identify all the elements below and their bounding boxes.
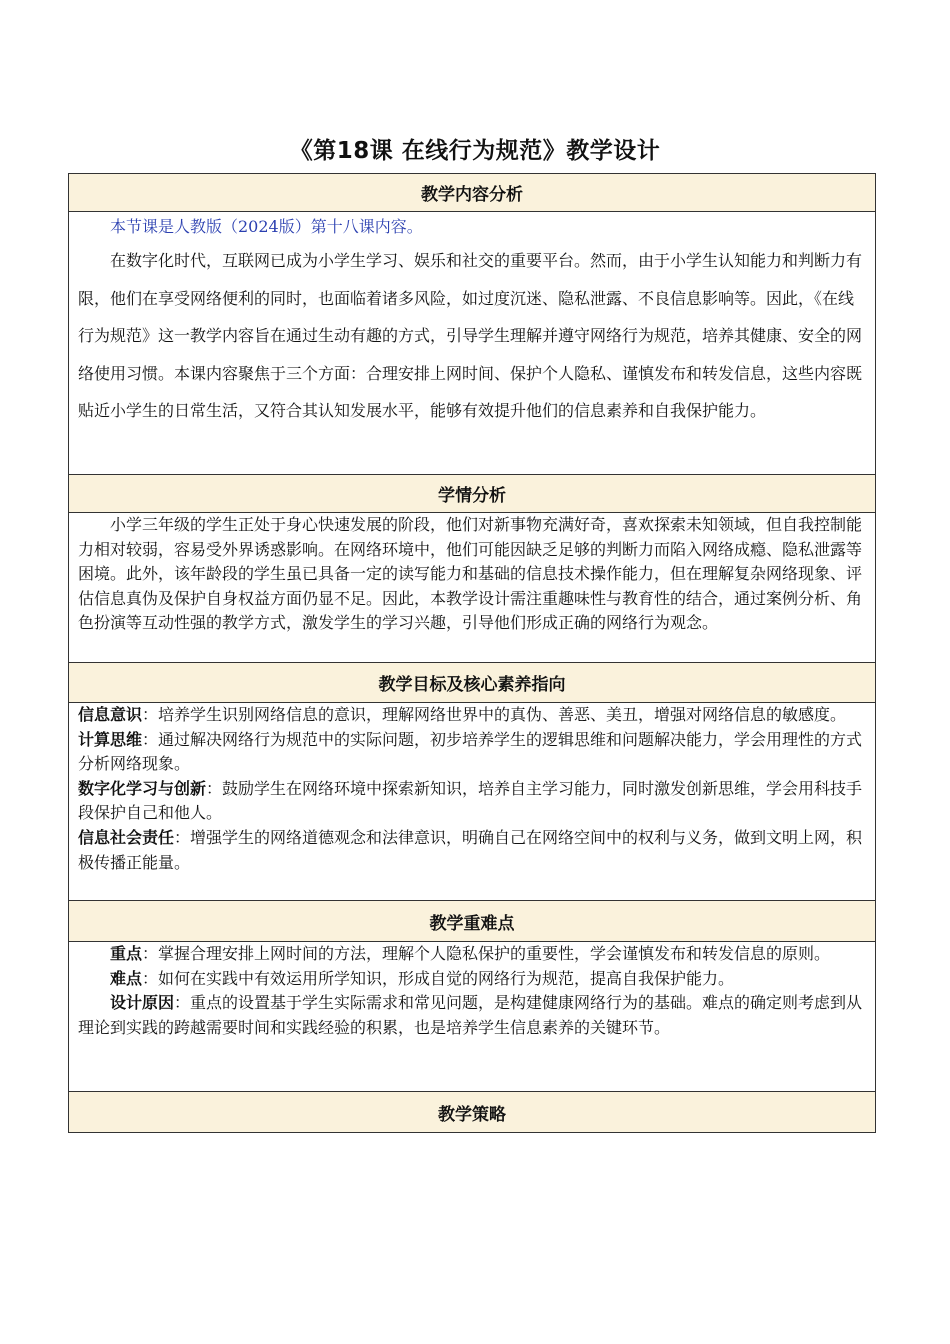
objective-item (78, 728, 866, 777)
section-header-row (69, 174, 876, 212)
section-header-row (69, 901, 876, 942)
content-analysis-cell (69, 212, 876, 475)
key-point-label: 重点 (110, 944, 143, 963)
lesson-design-table (68, 173, 876, 1133)
key-point-text: ：如何在实践中有效运用所学知识，形成自觉的网络行为规范，提高自我保护能力。 (142, 968, 735, 988)
learner-analysis-text: 小学三年级的学生正处于身心快速发展的阶段，他们对新事物充满好奇，喜欢探索未知领域，但自我控制能力相对较弱，容易受外界诱惑影响。在网络环境中，他们可能因缺乏足够的判断力而陷入网络成瘾、隐私泄露等困境。此外，该年龄段的学生虽已具备一定的读写能力和基础的信息技术操作能力，但在理解复杂网络现象、评估信息真伪及保护自身权益方面仍显不足。因此，本教学设计需注重趣味性与教育性的结合，通过案例分析、角色扮演等互动性强的教学方式，激发学生的学习兴趣，引导他们形成正确的网络行为观念。 (78, 515, 863, 633)
objective-text: ：培养学生识别网络信息的意识，理解网络世界中的真伪、善恶、美丑，增强对网络信息的敏感度。 (142, 705, 847, 724)
key-point-label: 设计原因 (110, 993, 175, 1013)
section-header-row (69, 663, 876, 703)
objective-item (78, 777, 866, 826)
section-heading-key-points: 教学重难点 (69, 901, 876, 942)
key-point-item (78, 991, 866, 1040)
section-heading-strategy: 教学策略 (69, 1092, 876, 1133)
section-header-row (69, 475, 876, 513)
objective-item (78, 826, 866, 875)
key-point-text: ：重点的设置基于学生实际需求和常见问题，是构建健康网络行为的基础。难点的确定则考虑到从理论到实践的跨越需要时间和实践经验的积累，也是培养学生信息素养的关键环节。 (78, 993, 863, 1037)
key-point-label: 难点 (110, 968, 143, 988)
objective-label: 信息意识 (78, 705, 143, 724)
key-point-item (78, 967, 866, 992)
objective-label: 信息社会责任 (78, 827, 175, 847)
objective-text: ：鼓励学生在网络环境中探索新知识，培养自主学习能力，同时激发创新思维，学会用科技手段保护自己和他人。 (78, 778, 863, 823)
objective-text: ：增强学生的网络道德观念和法律意识，明确自己在网络空间中的权利与义务，做到文明上网，积极传播正能量。 (78, 827, 863, 872)
document-title: 《第18课 在线行为规范》教学设计 (289, 138, 661, 164)
section-header-row (69, 1092, 876, 1133)
section-body-row (69, 513, 876, 663)
section-body-row (69, 942, 876, 1092)
objectives-cell (69, 703, 876, 901)
learner-analysis-cell (69, 513, 876, 663)
section-heading-objectives: 教学目标及核心素养指向 (69, 663, 876, 703)
section-heading-content-analysis: 教学内容分析 (69, 174, 876, 212)
content-analysis-text: 在数字化时代，互联网已成为小学生学习、娱乐和社交的重要平台。然而，由于小学生认知能力和判断力有限，他们在享受网络便利的同时，也面临着诸多风险，如过度沉迷、隐私泄露、不良信息影响等。因此，《在线行为规范》这一教学内容旨在通过生动有趣的方式，引导学生理解并遵守网络行为规范，培养其健康、安全的网络使用习惯。本课内容聚焦于三个方面：合理安排上网时间、保护个人隐私、谨慎发布和转发信息，这些内容既贴近小学生的日常生活，又符合其认知发展水平，能够有效提升他们的信息素养和自我保护能力。 (78, 251, 863, 420)
objective-text: ：通过解决网络行为规范中的实际问题，初步培养学生的逻辑思维和问题解决能力，学会用理性的方式分析网络现象。 (78, 729, 863, 774)
section-body-row (69, 703, 876, 901)
key-point-item (78, 942, 866, 967)
objective-label: 计算思维 (78, 729, 143, 749)
section-heading-learner-analysis: 学情分析 (69, 475, 876, 513)
key-points-cell (69, 942, 876, 1092)
objective-label: 数字化学习与创新 (78, 778, 207, 798)
objective-item (78, 703, 866, 728)
key-point-text: ：掌握合理安排上网时间的方法，理解个人隐私保护的重要性，学会谨慎发布和转发信息的原则。 (142, 944, 831, 963)
edition-note: 本节课是人教版（2024版）第十八课内容。 (110, 217, 423, 236)
section-body-row (69, 212, 876, 475)
